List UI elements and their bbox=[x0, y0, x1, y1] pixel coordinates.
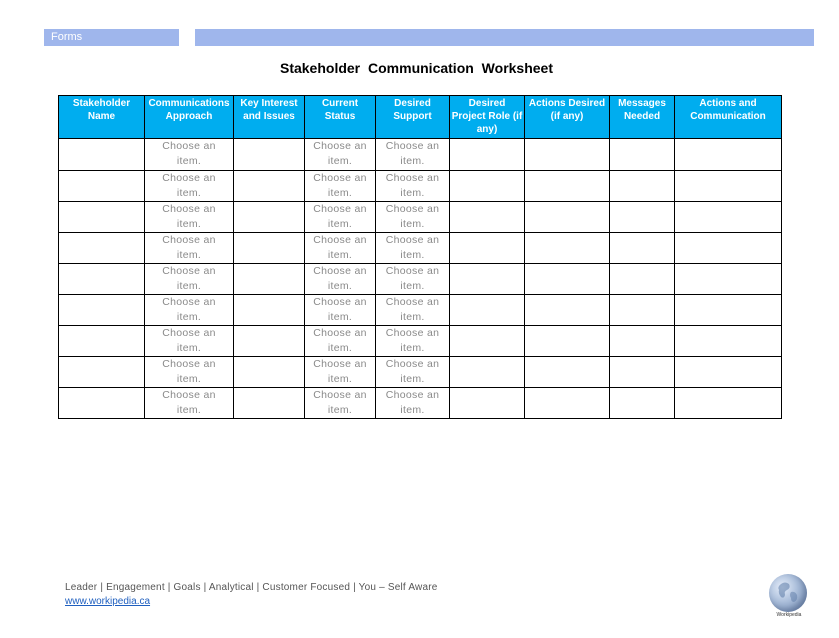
choose-item-dropdown[interactable]: Choose an item. bbox=[162, 234, 216, 261]
choose-item-dropdown[interactable]: Choose an item. bbox=[162, 327, 216, 354]
choose-item-dropdown[interactable]: Choose an item. bbox=[385, 389, 440, 416]
choose-item-dropdown[interactable]: Choose an item. bbox=[313, 296, 367, 323]
table-cell[interactable] bbox=[234, 139, 305, 171]
choose-item-dropdown[interactable]: Choose an item. bbox=[385, 140, 440, 167]
choose-item-dropdown[interactable]: Choose an item. bbox=[385, 265, 440, 292]
table-row bbox=[59, 326, 782, 357]
table-cell[interactable] bbox=[525, 295, 610, 326]
table-cell[interactable] bbox=[525, 202, 610, 233]
table-cell[interactable] bbox=[376, 357, 450, 388]
table-cell[interactable] bbox=[145, 171, 234, 202]
table-cell[interactable] bbox=[305, 202, 376, 233]
col-messages-needed: Messages Needed bbox=[610, 96, 675, 139]
col-current-status: Current Status bbox=[305, 96, 376, 139]
table-cell[interactable] bbox=[59, 171, 145, 202]
table-cell[interactable] bbox=[525, 264, 610, 295]
table-cell[interactable] bbox=[234, 264, 305, 295]
table-cell[interactable] bbox=[525, 139, 610, 171]
table-cell[interactable] bbox=[305, 171, 376, 202]
table-cell[interactable] bbox=[675, 264, 782, 295]
choose-item-dropdown[interactable]: Choose an item. bbox=[162, 358, 216, 385]
table-cell[interactable] bbox=[376, 139, 450, 171]
choose-item-dropdown[interactable]: Choose an item. bbox=[162, 389, 216, 416]
globe-logo-icon bbox=[769, 574, 807, 612]
table-cell[interactable] bbox=[610, 139, 675, 171]
table-cell[interactable] bbox=[59, 295, 145, 326]
table-cell[interactable] bbox=[59, 326, 145, 357]
table-row bbox=[59, 202, 782, 233]
table-cell[interactable] bbox=[610, 326, 675, 357]
table-cell[interactable] bbox=[675, 295, 782, 326]
table-cell[interactable] bbox=[376, 233, 450, 264]
table-row bbox=[59, 295, 782, 326]
table-cell[interactable] bbox=[234, 295, 305, 326]
col-key-interest: Key Interest and Issues bbox=[234, 96, 305, 139]
table-cell[interactable] bbox=[234, 233, 305, 264]
table-cell[interactable] bbox=[234, 357, 305, 388]
table-cell[interactable] bbox=[234, 202, 305, 233]
table-cell[interactable] bbox=[145, 202, 234, 233]
table-cell[interactable] bbox=[59, 388, 145, 419]
table-row bbox=[59, 388, 782, 419]
table-cell[interactable] bbox=[145, 139, 234, 171]
table-cell[interactable] bbox=[145, 264, 234, 295]
choose-item-dropdown[interactable]: Choose an item. bbox=[385, 296, 440, 323]
table-cell[interactable] bbox=[450, 357, 525, 388]
forms-label: Forms bbox=[51, 31, 83, 43]
table-cell[interactable] bbox=[305, 264, 376, 295]
header-bar bbox=[195, 29, 814, 46]
table-cell[interactable] bbox=[145, 326, 234, 357]
table-cell[interactable] bbox=[675, 357, 782, 388]
table-cell[interactable] bbox=[376, 202, 450, 233]
choose-item-dropdown[interactable]: Choose an item. bbox=[162, 172, 216, 199]
choose-item-dropdown[interactable]: Choose an item. bbox=[313, 358, 367, 385]
table-cell[interactable] bbox=[450, 171, 525, 202]
table-cell[interactable] bbox=[525, 171, 610, 202]
table-row bbox=[59, 264, 782, 295]
choose-item-dropdown[interactable]: Choose an item. bbox=[162, 265, 216, 292]
table-cell[interactable] bbox=[450, 202, 525, 233]
table-cell[interactable] bbox=[610, 264, 675, 295]
table-cell[interactable] bbox=[376, 264, 450, 295]
table-cell[interactable] bbox=[234, 388, 305, 419]
table-row bbox=[59, 139, 782, 171]
table-cell[interactable] bbox=[145, 357, 234, 388]
table-cell[interactable] bbox=[675, 326, 782, 357]
table-row bbox=[59, 171, 782, 202]
table-cell[interactable] bbox=[376, 388, 450, 419]
table-cell[interactable] bbox=[525, 326, 610, 357]
choose-item-dropdown[interactable]: Choose an item. bbox=[385, 327, 440, 354]
col-stakeholder-name: Stakeholder Name bbox=[59, 96, 145, 139]
col-desired-project-role: Desired Project Role (if any) bbox=[450, 96, 525, 139]
table-cell[interactable] bbox=[376, 171, 450, 202]
table-cell[interactable] bbox=[610, 357, 675, 388]
col-actions-and-communication: Actions and Communication bbox=[675, 96, 782, 139]
table-cell[interactable] bbox=[610, 295, 675, 326]
table-cell[interactable] bbox=[305, 326, 376, 357]
choose-item-dropdown[interactable]: Choose an item. bbox=[313, 203, 367, 230]
table-cell[interactable] bbox=[610, 388, 675, 419]
table-cell[interactable] bbox=[234, 171, 305, 202]
table-cell[interactable] bbox=[675, 171, 782, 202]
table-cell[interactable] bbox=[610, 202, 675, 233]
table-cell[interactable] bbox=[450, 233, 525, 264]
choose-item-dropdown[interactable]: Choose an item. bbox=[313, 234, 367, 261]
choose-item-dropdown[interactable]: Choose an item. bbox=[313, 327, 367, 354]
table-cell[interactable] bbox=[59, 264, 145, 295]
forms-header-tab bbox=[44, 29, 179, 46]
table-cell[interactable] bbox=[59, 139, 145, 171]
choose-item-dropdown[interactable]: Choose an item. bbox=[313, 172, 367, 199]
footer-link[interactable]: www.workipedia.ca bbox=[65, 596, 151, 607]
table-cell[interactable] bbox=[376, 326, 450, 357]
table-cell[interactable] bbox=[450, 264, 525, 295]
table-cell[interactable] bbox=[145, 233, 234, 264]
logo-label: Workipedia bbox=[776, 612, 802, 618]
header-row bbox=[59, 96, 782, 139]
table-cell[interactable] bbox=[305, 233, 376, 264]
page-title: Stakeholder Communication Worksheet bbox=[279, 60, 553, 76]
table-cell[interactable] bbox=[525, 388, 610, 419]
table-cell[interactable] bbox=[675, 388, 782, 419]
table-cell[interactable] bbox=[305, 295, 376, 326]
table-cell[interactable] bbox=[675, 139, 782, 171]
choose-item-dropdown[interactable]: Choose an item. bbox=[313, 389, 367, 416]
col-actions-desired: Actions Desired (if any) bbox=[525, 96, 610, 139]
table-cell[interactable] bbox=[145, 388, 234, 419]
col-desired-support: Desired Support bbox=[376, 96, 450, 139]
table-cell[interactable] bbox=[450, 388, 525, 419]
table-row bbox=[59, 357, 782, 388]
choose-item-dropdown[interactable]: Choose an item. bbox=[162, 203, 216, 230]
table-cell[interactable] bbox=[525, 233, 610, 264]
choose-item-dropdown[interactable]: Choose an item. bbox=[162, 140, 216, 167]
table-cell[interactable] bbox=[525, 357, 610, 388]
choose-item-dropdown[interactable]: Choose an item. bbox=[385, 234, 440, 261]
table-cell[interactable] bbox=[610, 233, 675, 264]
choose-item-dropdown[interactable]: Choose an item. bbox=[162, 296, 216, 323]
table-cell[interactable] bbox=[305, 139, 376, 171]
table-cell[interactable] bbox=[59, 202, 145, 233]
choose-item-dropdown[interactable]: Choose an item. bbox=[313, 265, 367, 292]
choose-item-dropdown[interactable]: Choose an item. bbox=[313, 140, 367, 167]
table-cell[interactable] bbox=[675, 202, 782, 233]
table-cell[interactable] bbox=[145, 295, 234, 326]
table-cell[interactable] bbox=[610, 171, 675, 202]
table-cell[interactable] bbox=[305, 357, 376, 388]
table-row bbox=[59, 233, 782, 264]
footer-tagline: Leader | Engagement | Goals | Analytical | Customer Focused | You – Self Aware bbox=[65, 582, 438, 593]
choose-item-dropdown[interactable]: Choose an item. bbox=[385, 358, 440, 385]
choose-item-dropdown[interactable]: Choose an item. bbox=[385, 172, 440, 199]
table-cell[interactable] bbox=[450, 326, 525, 357]
table-cell[interactable] bbox=[450, 139, 525, 171]
table-cell[interactable] bbox=[376, 295, 450, 326]
col-communications-approach: Communications Approach bbox=[145, 96, 234, 139]
choose-item-dropdown[interactable]: Choose an item. bbox=[385, 203, 440, 230]
table-cell[interactable] bbox=[675, 233, 782, 264]
table-cell[interactable] bbox=[234, 326, 305, 357]
worksheet-table bbox=[58, 95, 782, 419]
table-cell[interactable] bbox=[305, 388, 376, 419]
table-cell[interactable] bbox=[450, 295, 525, 326]
table-cell[interactable] bbox=[59, 233, 145, 264]
table-cell[interactable] bbox=[59, 357, 145, 388]
